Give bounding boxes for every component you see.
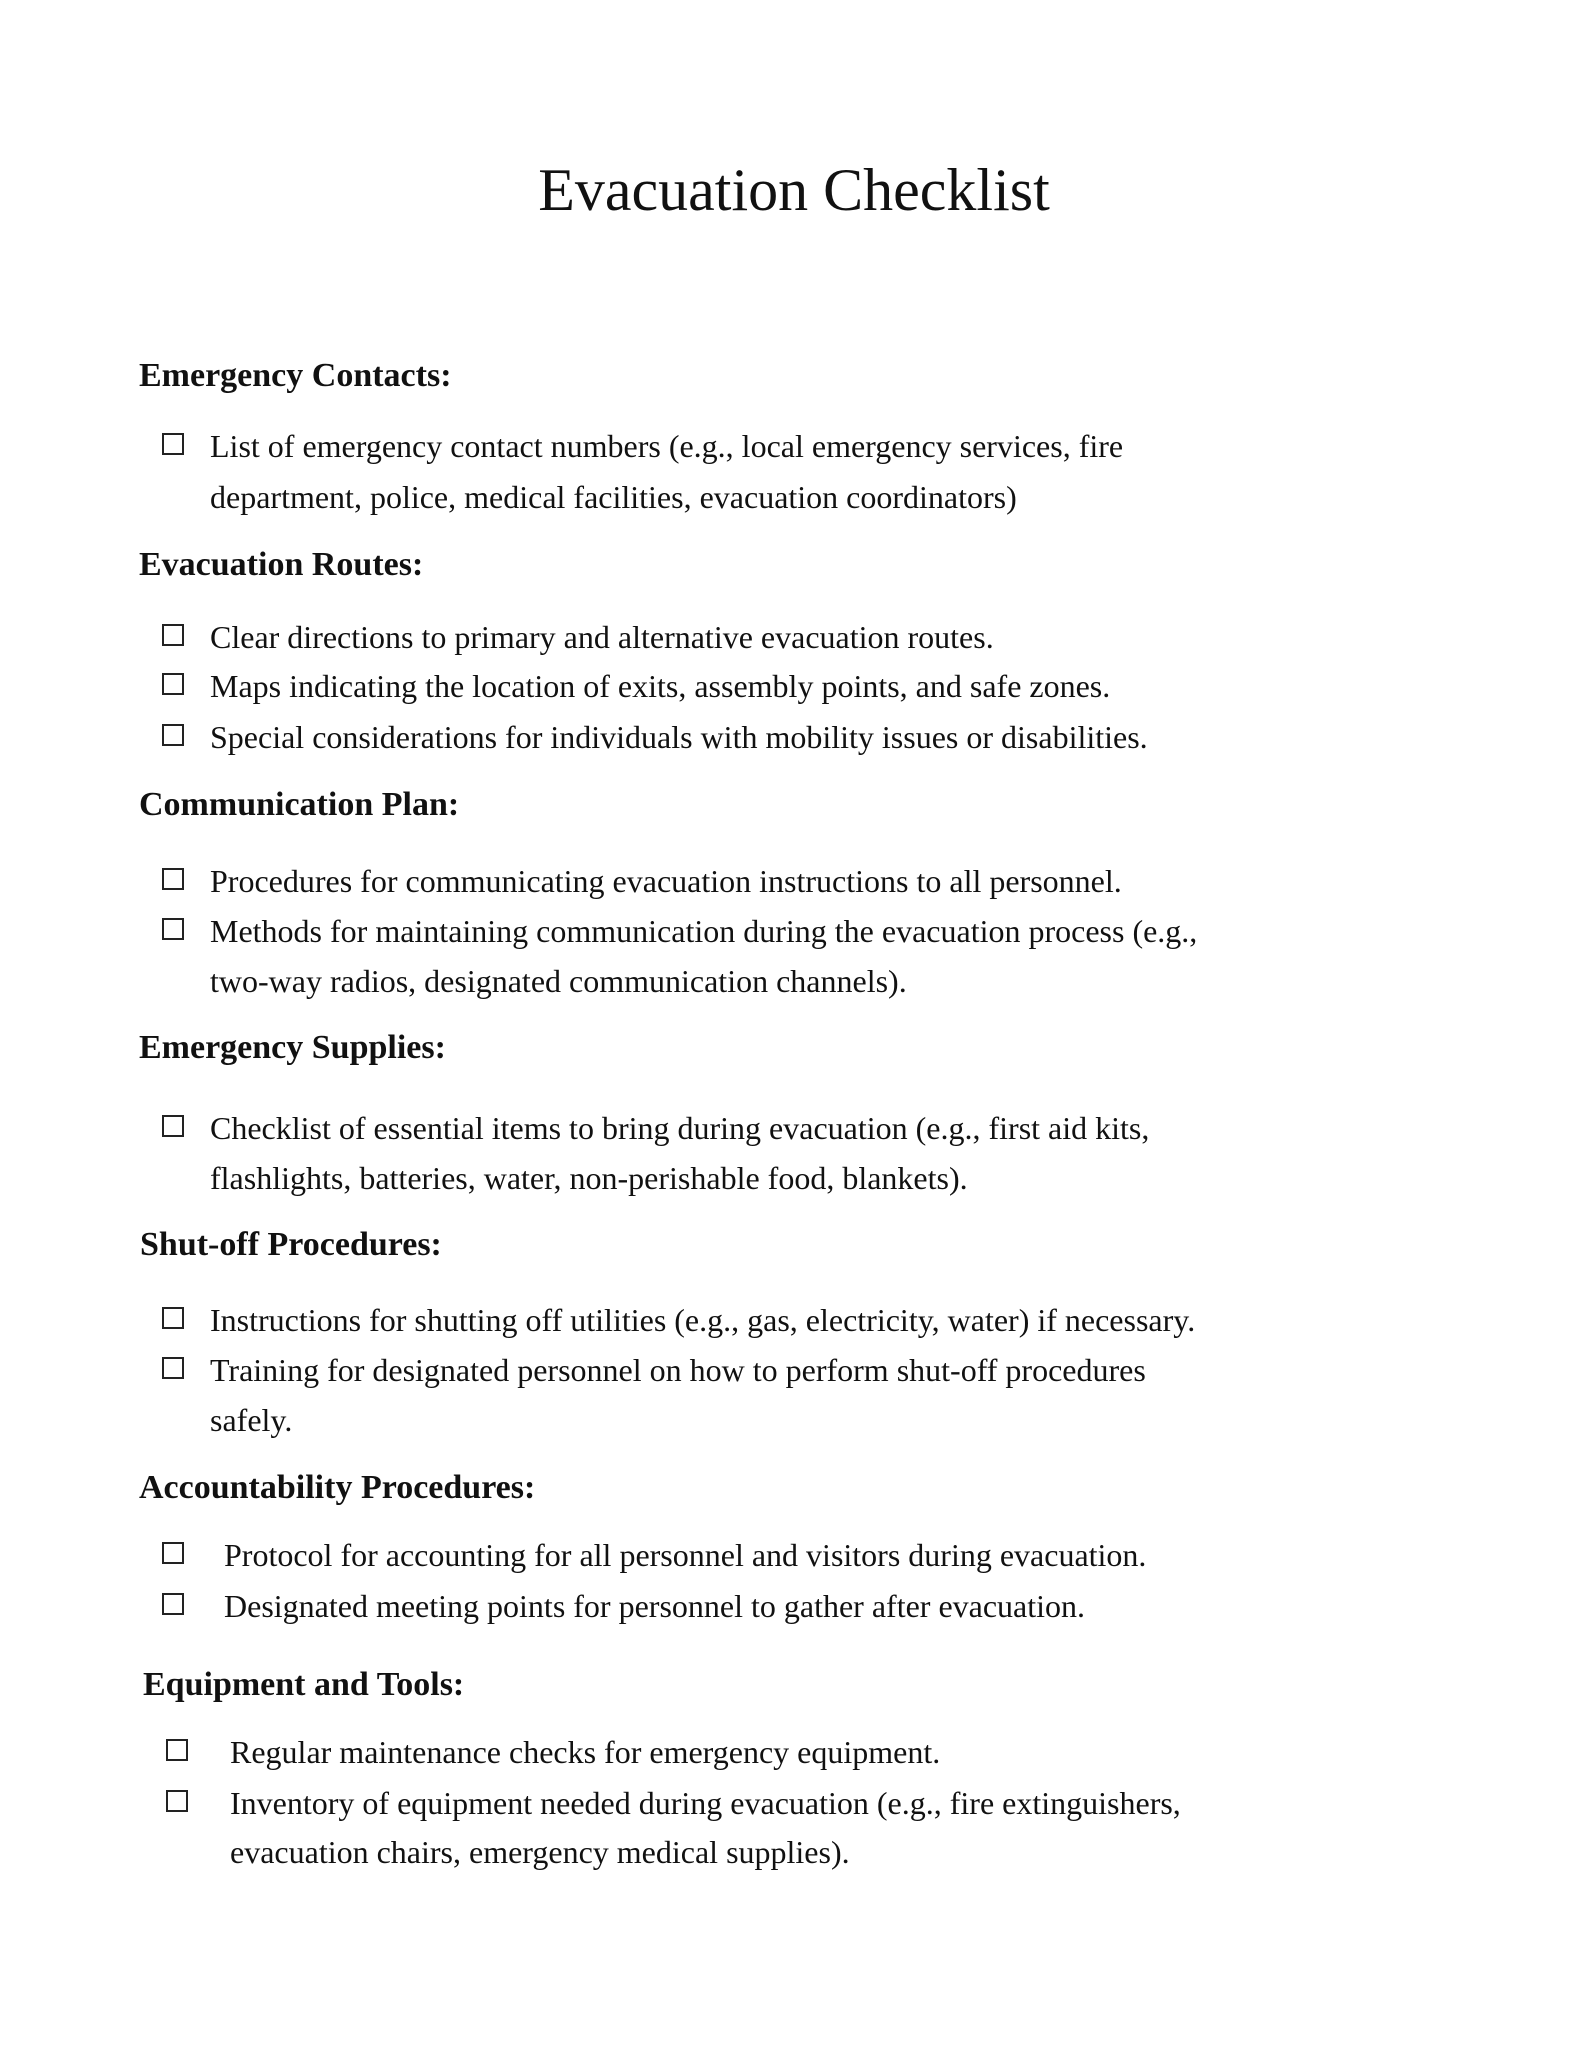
- checklist-item-text: Clear directions to primary and alternative evacuation routes.: [210, 619, 994, 655]
- section-heading: Equipment and Tools:: [143, 1666, 465, 1703]
- checklist-item-text: List of emergency contact numbers (e.g., local emergency services, fire: [210, 428, 1124, 464]
- checkbox[interactable]: [166, 1739, 188, 1761]
- checkbox[interactable]: [162, 1115, 184, 1137]
- checklist-item-text: safely.: [210, 1402, 293, 1438]
- checkbox[interactable]: [162, 724, 184, 746]
- checkbox[interactable]: [166, 1790, 188, 1812]
- checklist-item-text: Checklist of essential items to bring during evacuation (e.g., first aid kits,: [210, 1110, 1150, 1146]
- checklist-item-text: two-way radios, designated communication channels).: [210, 963, 907, 999]
- checkbox[interactable]: [162, 868, 184, 890]
- checklist-item-text: Designated meeting points for personnel to gather after evacuation.: [224, 1588, 1086, 1624]
- checklist-item-text: Training for designated personnel on how to perform shut-off procedures: [210, 1352, 1146, 1388]
- checklist-item-text: flashlights, batteries, water, non-perishable food, blankets).: [210, 1160, 968, 1196]
- checkbox[interactable]: [162, 1307, 184, 1329]
- section-heading: Emergency Contacts:: [139, 357, 452, 394]
- checkbox[interactable]: [162, 624, 184, 646]
- checklist-item-text: Maps indicating the location of exits, assembly points, and safe zones.: [210, 668, 1111, 704]
- checklist-item-text: Regular maintenance checks for emergency equipment.: [230, 1734, 941, 1770]
- checklist-item-text: Procedures for communicating evacuation instructions to all personnel.: [210, 863, 1122, 899]
- page-title: Evacuation Checklist: [538, 157, 1050, 223]
- checklist-item-text: Protocol for accounting for all personnel and visitors during evacuation.: [224, 1537, 1147, 1573]
- section-heading: Emergency Supplies:: [139, 1029, 446, 1066]
- checklist-item-text: Methods for maintaining communication during the evacuation process (e.g.,: [210, 913, 1198, 949]
- checkbox[interactable]: [162, 1357, 184, 1379]
- checklist-item-text: evacuation chairs, emergency medical supplies).: [230, 1834, 850, 1870]
- section-heading: Communication Plan:: [139, 786, 460, 823]
- section-heading: Shut-off Procedures:: [140, 1226, 442, 1263]
- checklist-item-text: Special considerations for individuals with mobility issues or disabilities.: [210, 719, 1148, 755]
- checkbox[interactable]: [162, 1593, 184, 1615]
- checkbox[interactable]: [162, 918, 184, 940]
- checklist-item-text: Inventory of equipment needed during evacuation (e.g., fire extinguishers,: [230, 1785, 1181, 1821]
- section-heading: Evacuation Routes:: [139, 546, 424, 583]
- section-heading: Accountability Procedures:: [139, 1469, 536, 1506]
- checkbox[interactable]: [162, 433, 184, 455]
- checkbox[interactable]: [162, 1542, 184, 1564]
- checklist-item-text: department, police, medical facilities, evacuation coordinators): [210, 479, 1017, 515]
- checkbox[interactable]: [162, 673, 184, 695]
- checklist-item-text: Instructions for shutting off utilities (e.g., gas, electricity, water) if necessary.: [210, 1302, 1196, 1338]
